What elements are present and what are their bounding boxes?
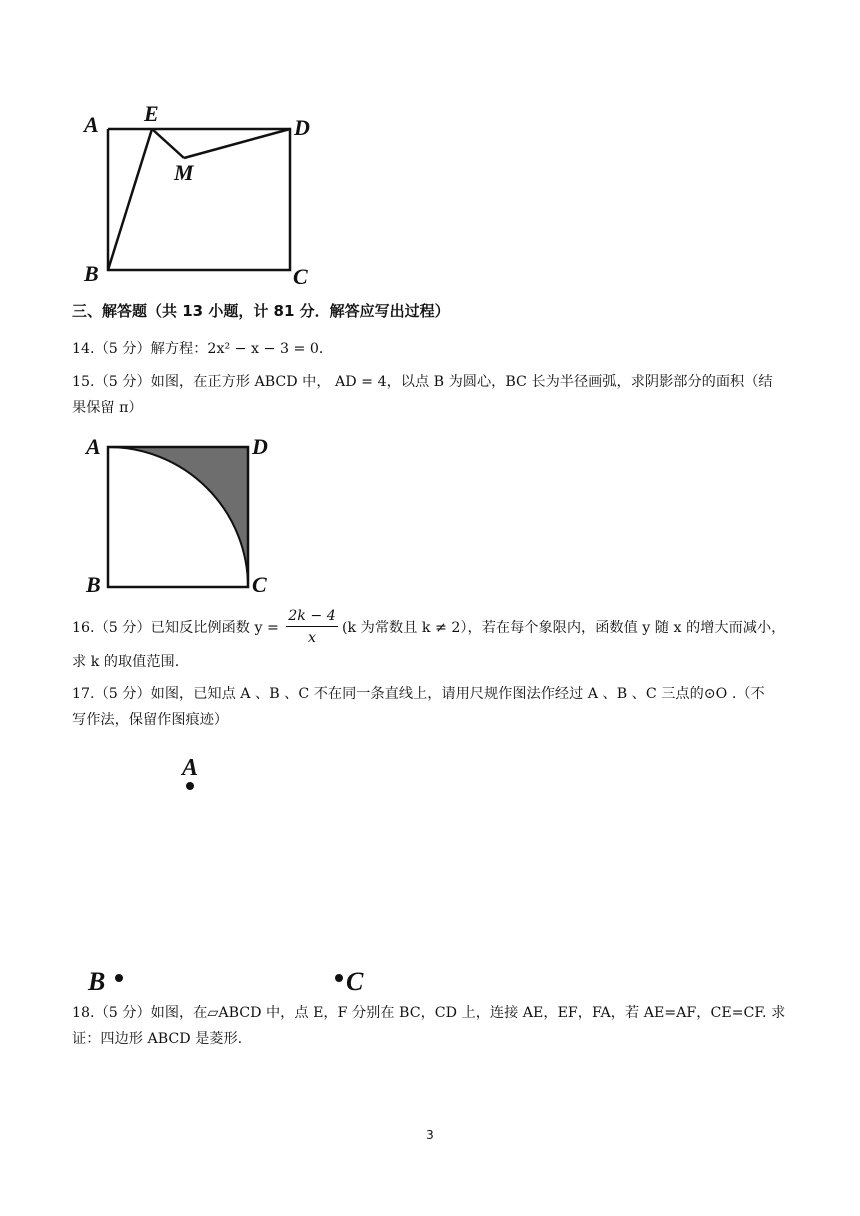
label-b: B [84,261,99,286]
label-d: D [252,434,268,459]
figure-rectangle-abcd-em [80,100,320,290]
label-c: C [252,572,267,597]
q16-prefix: 16.（5 分）已知反比例函数 y = [72,620,279,636]
section-title: 三、解答题（共 13 小题，计 81 分．解答应写出过程） [72,302,450,320]
segment-em [152,129,184,158]
question-15-line2: 果保留 π） [72,400,143,416]
segment-md [184,129,290,158]
label-b: B [88,967,106,995]
label-c: C [293,264,308,289]
label-b: B [86,572,101,597]
point-b [115,974,123,982]
page-number: 3 [426,1128,434,1142]
question-16-line2: 求 k 的取值范围. [72,654,180,670]
question-16-line1 [72,606,792,650]
label-a: A [182,755,199,781]
rectangle-outline [108,129,290,270]
label-a: A [84,112,99,137]
shaded-region [108,447,248,587]
label-c: C [346,967,364,995]
question-18-line2: 证：四边形 ABCD 是菱形. [72,1031,243,1047]
question-18-line1: 18.（5 分）如图，在▱ABCD 中，点 E，F 分别在 BC，CD 上，连接 AE，EF，FA，若 AE=AF，CE=CF. 求 [72,1005,786,1021]
fraction-numerator: 2k − 4 [286,606,338,627]
label-d: D [294,115,310,140]
fraction-denominator: x [307,630,316,646]
question-17-line2: 写作法，保留作图痕迹） [72,712,229,728]
segment-be [108,129,152,270]
label-a: A [86,434,101,459]
figure-square-arc [80,430,290,600]
question-17-line1: 17.（5 分）如图，已知点 A 、B 、C 不在同一条直线上，请用尺规作图法作经过 A 、B 、C 三点的⊙O .（不 [72,686,765,702]
label-e: E [144,101,159,126]
label-m: M [174,160,194,185]
fraction [286,606,338,649]
question-14: 14.（5 分）解方程：2x² − x − 3 = 0． [72,341,334,357]
point-a [186,782,194,790]
question-15-line1: 15.（5 分）如图，在正方形 ABCD 中， AD = 4，以点 B 为圆心，BC 长为半径画弧，求阴影部分的面积（结 [72,374,773,390]
figure-three-points [80,745,400,995]
point-c [335,974,343,982]
q16-suffix: (k 为常数且 k ≠ 2），若在每个象限内，函数值 y 随 x 的增大而减小， [342,620,786,636]
